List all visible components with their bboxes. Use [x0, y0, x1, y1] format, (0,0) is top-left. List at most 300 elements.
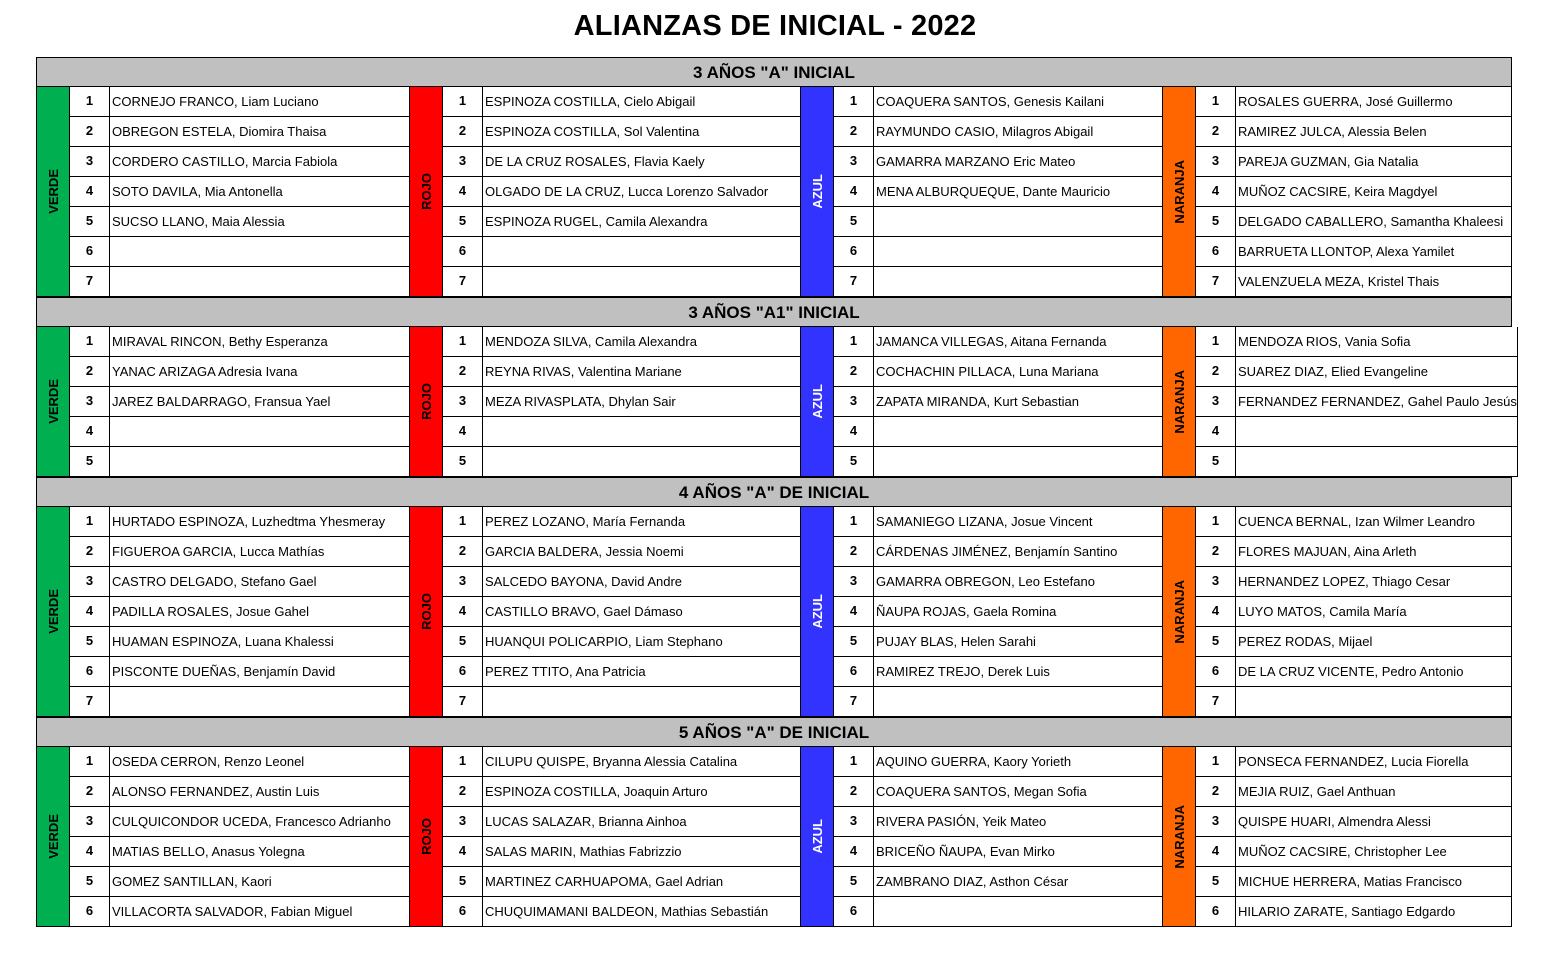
team-rows [834, 87, 1163, 297]
row-number: 7 [70, 267, 110, 296]
row-number: 1 [70, 507, 110, 536]
row-number: 7 [1196, 267, 1236, 296]
student-name: COAQUERA SANTOS, Genesis Kailani [874, 87, 1163, 116]
team-band [410, 327, 443, 477]
student-name [874, 267, 1163, 296]
table-row [70, 387, 410, 417]
row-number: 1 [834, 87, 874, 116]
table-row [834, 207, 1163, 237]
row-number: 2 [443, 777, 483, 806]
row-number: 1 [443, 747, 483, 776]
table-row [70, 777, 410, 807]
section [36, 297, 1517, 477]
row-number: 3 [834, 807, 874, 836]
student-name [483, 687, 801, 716]
table-row [443, 747, 801, 777]
student-name [1236, 447, 1518, 476]
section [36, 477, 1512, 717]
table-row [1196, 657, 1512, 687]
row-number: 2 [70, 117, 110, 146]
table-row [1196, 507, 1512, 537]
table-row [443, 777, 801, 807]
row-number: 1 [70, 327, 110, 356]
team-rows [70, 87, 410, 297]
student-name: HURTADO ESPINOZA, Luzhedtma Yhesmeray [110, 507, 410, 536]
row-number: 3 [1196, 567, 1236, 596]
table-row [70, 687, 410, 717]
student-name: PUJAY BLAS, Helen Sarahi [874, 627, 1163, 656]
table-row [834, 837, 1163, 867]
row-number: 3 [443, 567, 483, 596]
student-name: SUCSO LLANO, Maia Alessia [110, 207, 410, 236]
row-number: 2 [1196, 537, 1236, 566]
student-name: LUYO MATOS, Camila María [1236, 597, 1512, 626]
student-name: GARCIA BALDERA, Jessia Noemi [483, 537, 801, 566]
team-rojo [410, 747, 801, 927]
team-label: AZUL [809, 594, 825, 629]
student-name: HUANQUI POLICARPIO, Liam Stephano [483, 627, 801, 656]
row-number: 1 [834, 507, 874, 536]
table-row [834, 117, 1163, 147]
row-number: 5 [834, 867, 874, 896]
row-number: 5 [1196, 207, 1236, 236]
row-number: 7 [834, 687, 874, 716]
row-number: 4 [70, 837, 110, 866]
row-number: 1 [834, 327, 874, 356]
table-row [70, 627, 410, 657]
table-row [70, 87, 410, 117]
student-name: BARRUETA LLONTOP, Alexa Yamilet [1236, 237, 1512, 266]
table-row [443, 567, 801, 597]
table-row [1196, 777, 1512, 807]
table-row [70, 447, 410, 477]
table-row [443, 357, 801, 387]
row-number: 2 [834, 537, 874, 566]
team-rows [834, 327, 1163, 477]
row-number: 6 [1196, 897, 1236, 926]
row-number: 4 [1196, 837, 1236, 866]
row-number: 1 [834, 747, 874, 776]
row-number: 1 [443, 507, 483, 536]
table-row [70, 207, 410, 237]
row-number: 6 [1196, 237, 1236, 266]
table-row [443, 117, 801, 147]
student-name: COAQUERA SANTOS, Megan Sofia [874, 777, 1163, 806]
student-name: CASTRO DELGADO, Stefano Gael [110, 567, 410, 596]
student-name: DE LA CRUZ ROSALES, Flavia Kaely [483, 147, 801, 176]
section-body [36, 507, 1512, 717]
team-label: AZUL [809, 384, 825, 419]
student-name: JAMANCA VILLEGAS, Aitana Fernanda [874, 327, 1163, 356]
student-name: CILUPU QUISPE, Bryanna Alessia Catalina [483, 747, 801, 776]
student-name: LUCAS SALAZAR, Brianna Ainhoa [483, 807, 801, 836]
team-label: ROJO [418, 173, 434, 210]
row-number: 5 [70, 867, 110, 896]
table-row [70, 597, 410, 627]
row-number: 3 [834, 567, 874, 596]
student-name: MICHUE HERRERA, Matias Francisco [1236, 867, 1512, 896]
table-row [1196, 837, 1512, 867]
team-azul [801, 747, 1163, 927]
team-rows [1196, 87, 1512, 297]
team-band [37, 507, 70, 717]
team-rows [70, 327, 410, 477]
table-row [70, 537, 410, 567]
row-number: 1 [1196, 747, 1236, 776]
table-row [834, 507, 1163, 537]
row-number: 5 [443, 867, 483, 896]
table-row [834, 597, 1163, 627]
table-row [70, 657, 410, 687]
student-name [110, 447, 410, 476]
alliances-sheet [36, 57, 1517, 927]
student-name: VILLACORTA SALVADOR, Fabian Miguel [110, 897, 410, 926]
row-number: 1 [70, 87, 110, 116]
team-label: VERDE [45, 379, 61, 424]
student-name: FIGUEROA GARCIA, Lucca Mathías [110, 537, 410, 566]
table-row [443, 237, 801, 267]
team-band [801, 327, 834, 477]
student-name: RAMIREZ JULCA, Alessia Belen [1236, 117, 1512, 146]
team-naranja [1163, 87, 1512, 297]
table-row [834, 807, 1163, 837]
student-name: RAYMUNDO CASIO, Milagros Abigail [874, 117, 1163, 146]
team-rows [443, 507, 801, 717]
row-number: 3 [1196, 807, 1236, 836]
table-row [443, 177, 801, 207]
team-band [410, 507, 443, 717]
table-row [1196, 87, 1512, 117]
row-number: 2 [70, 357, 110, 386]
student-name: CÁRDENAS JIMÉNEZ, Benjamín Santino [874, 537, 1163, 566]
table-row [1196, 597, 1512, 627]
row-number: 7 [834, 267, 874, 296]
team-label: AZUL [809, 174, 825, 209]
row-number: 3 [70, 387, 110, 416]
row-number: 2 [70, 537, 110, 566]
student-name: CORNEJO FRANCO, Liam Luciano [110, 87, 410, 116]
row-number: 5 [834, 627, 874, 656]
table-row [1196, 627, 1512, 657]
student-name [483, 267, 801, 296]
table-row [443, 207, 801, 237]
table-row [834, 147, 1163, 177]
table-row [1196, 207, 1512, 237]
table-row [834, 387, 1163, 417]
table-row [1196, 117, 1512, 147]
team-rows [834, 507, 1163, 717]
table-row [834, 267, 1163, 297]
team-rows [70, 747, 410, 927]
row-number: 5 [1196, 627, 1236, 656]
student-name [110, 687, 410, 716]
team-rojo [410, 327, 801, 477]
student-name: QUISPE HUARI, Almendra Alessi [1236, 807, 1512, 836]
team-azul [801, 87, 1163, 297]
student-name: PEREZ LOZANO, María Fernanda [483, 507, 801, 536]
row-number: 6 [834, 897, 874, 926]
row-number: 7 [1196, 687, 1236, 716]
student-name: SOTO DAVILA, Mia Antonella [110, 177, 410, 206]
row-number: 5 [70, 207, 110, 236]
team-band [37, 87, 70, 297]
team-verde [37, 507, 410, 717]
row-number: 5 [834, 447, 874, 476]
row-number: 1 [1196, 327, 1236, 356]
row-number: 4 [70, 417, 110, 446]
student-name: HILARIO ZARATE, Santiago Edgardo [1236, 897, 1512, 926]
table-row [1196, 897, 1512, 927]
student-name: MEJIA RUIZ, Gael Anthuan [1236, 777, 1512, 806]
team-band [410, 87, 443, 297]
student-name: ÑAUPA ROJAS, Gaela Romina [874, 597, 1163, 626]
row-number: 4 [834, 597, 874, 626]
table-row [834, 657, 1163, 687]
student-name [1236, 687, 1512, 716]
student-name: PONSECA FERNANDEZ, Lucia Fiorella [1236, 747, 1512, 776]
row-number: 2 [443, 357, 483, 386]
student-name: CASTILLO BRAVO, Gael Dámaso [483, 597, 801, 626]
table-row [443, 837, 801, 867]
row-number: 4 [443, 417, 483, 446]
table-row [70, 327, 410, 357]
student-name [874, 447, 1163, 476]
table-row [70, 897, 410, 927]
student-name: SUAREZ DIAZ, Elied Evangeline [1236, 357, 1518, 386]
row-number: 3 [834, 387, 874, 416]
section-title: 5 AÑOS "A" DE INICIAL [36, 717, 1512, 747]
table-row [834, 327, 1163, 357]
section [36, 717, 1512, 927]
student-name [110, 417, 410, 446]
student-name: OLGADO DE LA CRUZ, Lucca Lorenzo Salvador [483, 177, 801, 206]
team-label: VERDE [45, 589, 61, 634]
table-row [1196, 807, 1512, 837]
student-name: REYNA RIVAS, Valentina Mariane [483, 357, 801, 386]
table-row [443, 657, 801, 687]
team-verde [37, 87, 410, 297]
section-title: 3 AÑOS "A1" INICIAL [36, 297, 1512, 327]
table-row [70, 567, 410, 597]
section-title: 3 AÑOS "A" INICIAL [36, 57, 1512, 87]
student-name: BRICEÑO ÑAUPA, Evan Mirko [874, 837, 1163, 866]
row-number: 4 [70, 177, 110, 206]
row-number: 3 [1196, 387, 1236, 416]
student-name [483, 417, 801, 446]
student-name: ZAMBRANO DIAZ, Asthon César [874, 867, 1163, 896]
student-name: MARTINEZ CARHUAPOMA, Gael Adrian [483, 867, 801, 896]
table-row [1196, 327, 1518, 357]
table-row [834, 897, 1163, 927]
team-rows [443, 87, 801, 297]
page-title: ALIANZAS DE INICIAL - 2022 [573, 10, 977, 42]
team-band [1163, 507, 1196, 717]
table-row [834, 357, 1163, 387]
row-number: 5 [1196, 867, 1236, 896]
row-number: 6 [834, 657, 874, 686]
table-row [443, 687, 801, 717]
table-row [1196, 537, 1512, 567]
student-name: ESPINOZA COSTILLA, Sol Valentina [483, 117, 801, 146]
section-body [36, 327, 1517, 477]
student-name: CULQUICONDOR UCEDA, Francesco Adrianho [110, 807, 410, 836]
table-row [443, 537, 801, 567]
team-rows [834, 747, 1163, 927]
student-name [874, 207, 1163, 236]
table-row [443, 897, 801, 927]
team-rojo [410, 507, 801, 717]
row-number: 7 [70, 687, 110, 716]
student-name: DE LA CRUZ VICENTE, Pedro Antonio [1236, 657, 1512, 686]
row-number: 3 [70, 567, 110, 596]
student-name [1236, 417, 1518, 446]
row-number: 6 [1196, 657, 1236, 686]
table-row [443, 447, 801, 477]
student-name: FERNANDEZ FERNANDEZ, Gahel Paulo Jesús [1236, 387, 1518, 416]
table-row [70, 837, 410, 867]
table-row [834, 417, 1163, 447]
table-row [70, 237, 410, 267]
row-number: 3 [70, 147, 110, 176]
student-name: JAREZ BALDARRAGO, Fransua Yael [110, 387, 410, 416]
row-number: 2 [1196, 357, 1236, 386]
team-band [801, 87, 834, 297]
row-number: 4 [70, 597, 110, 626]
team-rows [70, 507, 410, 717]
student-name: OBREGON ESTELA, Diomira Thaisa [110, 117, 410, 146]
table-row [834, 177, 1163, 207]
student-name: SALCEDO BAYONA, David Andre [483, 567, 801, 596]
student-name: PEREZ RODAS, Mijael [1236, 627, 1512, 656]
student-name: RAMIREZ TREJO, Derek Luis [874, 657, 1163, 686]
row-number: 6 [443, 897, 483, 926]
row-number: 1 [443, 87, 483, 116]
row-number: 4 [443, 597, 483, 626]
table-row [1196, 387, 1518, 417]
table-row [1196, 867, 1512, 897]
table-row [834, 567, 1163, 597]
team-band [1163, 87, 1196, 297]
student-name: ESPINOZA COSTILLA, Joaquin Arturo [483, 777, 801, 806]
student-name: GAMARRA MARZANO Eric Mateo [874, 147, 1163, 176]
table-row [70, 267, 410, 297]
section [36, 57, 1512, 297]
row-number: 5 [70, 627, 110, 656]
section-title: 4 AÑOS "A" DE INICIAL [36, 477, 1512, 507]
row-number: 4 [834, 177, 874, 206]
table-row [1196, 567, 1512, 597]
student-name: COCHACHIN PILLACA, Luna Mariana [874, 357, 1163, 386]
table-row [70, 357, 410, 387]
table-row [834, 237, 1163, 267]
team-band [37, 747, 70, 927]
row-number: 7 [443, 687, 483, 716]
student-name: DELGADO CABALLERO, Samantha Khaleesi [1236, 207, 1512, 236]
row-number: 3 [443, 387, 483, 416]
row-number: 2 [1196, 117, 1236, 146]
row-number: 3 [70, 807, 110, 836]
table-row [70, 507, 410, 537]
table-row [1196, 237, 1512, 267]
table-row [70, 147, 410, 177]
table-row [1196, 147, 1512, 177]
table-row [70, 117, 410, 147]
row-number: 4 [1196, 597, 1236, 626]
row-number: 6 [70, 897, 110, 926]
student-name: PADILLA ROSALES, Josue Gahel [110, 597, 410, 626]
section-body [36, 87, 1512, 297]
team-label: VERDE [45, 169, 61, 214]
student-name: HERNANDEZ LOPEZ, Thiago Cesar [1236, 567, 1512, 596]
table-row [443, 417, 801, 447]
team-azul [801, 507, 1163, 717]
team-rows [1196, 507, 1512, 717]
student-name: CHUQUIMAMANI BALDEON, Mathias Sebastián [483, 897, 801, 926]
student-name: PAREJA GUZMAN, Gia Natalia [1236, 147, 1512, 176]
student-name: MEZA RIVASPLATA, Dhylan Sair [483, 387, 801, 416]
student-name: CUENCA BERNAL, Izan Wilmer Leandro [1236, 507, 1512, 536]
student-name [874, 417, 1163, 446]
student-name: PISCONTE DUEÑAS, Benjamín David [110, 657, 410, 686]
row-number: 3 [443, 807, 483, 836]
row-number: 6 [70, 657, 110, 686]
row-number: 4 [1196, 177, 1236, 206]
row-number: 1 [443, 327, 483, 356]
table-row [443, 147, 801, 177]
table-row [1196, 357, 1518, 387]
table-row [443, 807, 801, 837]
table-row [1196, 417, 1518, 447]
row-number: 4 [443, 837, 483, 866]
row-number: 4 [834, 417, 874, 446]
team-band [801, 507, 834, 717]
row-number: 1 [1196, 507, 1236, 536]
row-number: 2 [834, 777, 874, 806]
team-rows [1196, 747, 1512, 927]
student-name [874, 237, 1163, 266]
row-number: 5 [443, 207, 483, 236]
table-row [1196, 267, 1512, 297]
row-number: 3 [834, 147, 874, 176]
student-name: ESPINOZA RUGEL, Camila Alexandra [483, 207, 801, 236]
row-number: 6 [443, 657, 483, 686]
row-number: 2 [443, 537, 483, 566]
team-rows [443, 327, 801, 477]
section-body [36, 747, 1512, 927]
student-name: MIRAVAL RINCON, Bethy Esperanza [110, 327, 410, 356]
table-row [443, 87, 801, 117]
team-label: NARANJA [1171, 369, 1187, 434]
row-number: 5 [443, 447, 483, 476]
team-band [410, 747, 443, 927]
table-row [70, 417, 410, 447]
team-label: ROJO [418, 593, 434, 630]
table-row [834, 447, 1163, 477]
student-name: FLORES MAJUAN, Aina Arleth [1236, 537, 1512, 566]
team-band [1163, 327, 1196, 477]
table-row [834, 687, 1163, 717]
student-name: HUAMAN ESPINOZA, Luana Khalessi [110, 627, 410, 656]
student-name [874, 897, 1163, 926]
student-name: YANAC ARIZAGA Adresia Ivana [110, 357, 410, 386]
student-name: GOMEZ SANTILLAN, Kaori [110, 867, 410, 896]
row-number: 7 [443, 267, 483, 296]
student-name: SALAS MARIN, Mathias Fabrizzio [483, 837, 801, 866]
student-name: CORDERO CASTILLO, Marcia Fabiola [110, 147, 410, 176]
team-band [37, 327, 70, 477]
team-label: NARANJA [1171, 159, 1187, 224]
table-row [1196, 177, 1512, 207]
